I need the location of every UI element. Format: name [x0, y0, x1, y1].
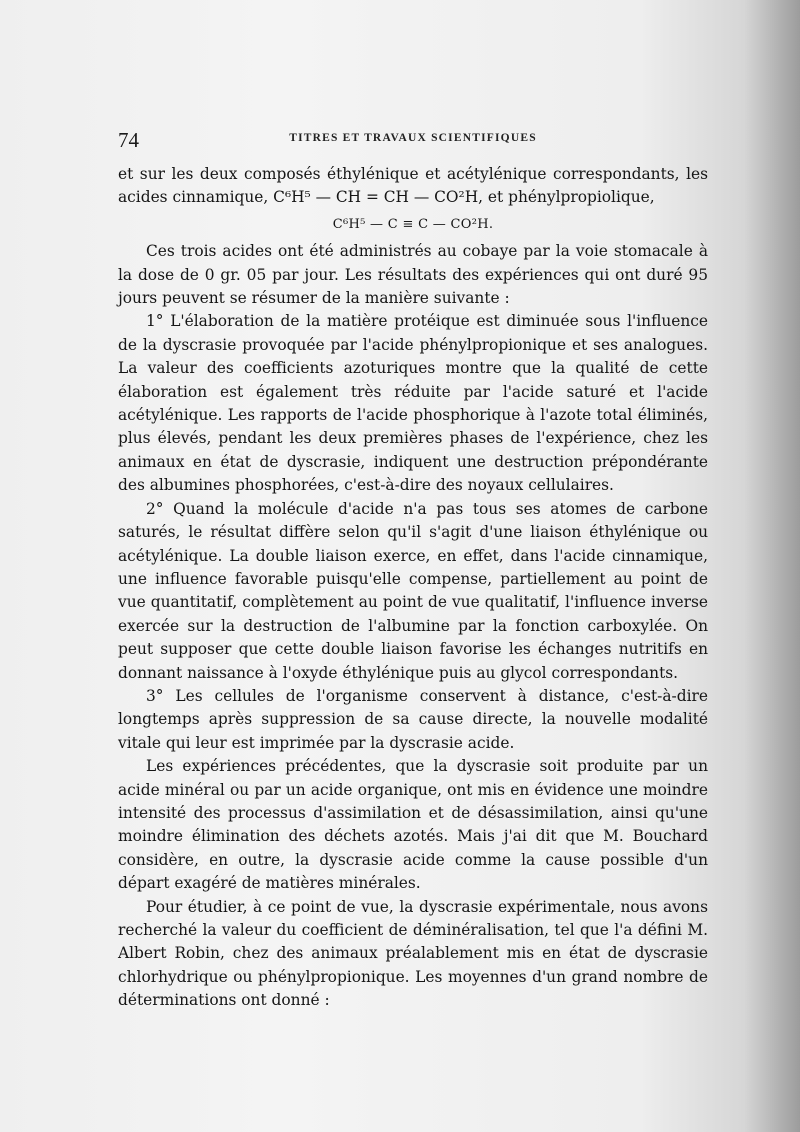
paragraph-1: et sur les deux composés éthylénique et acétylénique correspondants, les acides cinnamique, C⁶H⁵ — CH = CH — CO²H, et phénylpropiolique, [118, 165, 708, 207]
page-header [118, 128, 708, 150]
paragraph-4: 2° Quand la molécule d'acide n'a pas tous ses atomes de carbone saturés, le résultat diffère selon qu'il s'agit d'une liaison éthylénique ou acétylénique. La double liaison exerce, en effet, dans l'acide cinnamique, une influence favorable puisqu'elle compense, partiellement au point de vue quantitatif, complètement au point de vue qualitatif, l'influence inverse exercée sur la destruction de l'albumine par la fonction carboxylée. On peut supposer que cette double liaison favorise les échanges nutritifs en donnant naissance à l'oxyde éthylénique puis au glycol correspondants. [118, 499, 708, 682]
paragraph-7: Pour étudier, à ce point de vue, la dyscrasie expérimentale, nous avons recherché la valeur du coefficient de déminéralisation, tel que l'a défini M. Albert Robin, chez des animaux préalablement mis en état de dyscrasie chlorhydrique ou phénylpropionique. Les moyennes d'un grand nombre de déterminations ont donné : [118, 897, 708, 1010]
running-title: TITRES ET TRAVAUX SCIENTIFIQUES [289, 132, 537, 144]
body-text [118, 163, 708, 1013]
page-number: 74 [118, 128, 139, 152]
paragraph-5: 3° Les cellules de l'organisme conservent à distance, c'est-à-dire longtemps après suppression de sa cause directe, la nouvelle modalité vitale qui leur est imprimée par la dyscrasie acide. [118, 686, 708, 752]
chemical-formula: C⁶H⁵ — C ≡ C — CO²H. [332, 216, 494, 232]
paragraph-6: Les expériences précédentes, que la dyscrasie soit produite par un acide minéral ou par un acide organique, ont mis en évidence une moindre intensité des processus d'assimilation et de désassimilation, ainsi qu'une moindre élimination des déchets azotés. Mais j'ai dit que M. Bouchard considère, en outre, la dyscrasie acide comme la cause possible d'un départ exagéré de matières minérales. [118, 757, 708, 893]
paragraph-3: 1° L'élaboration de la matière protéique est diminuée sous l'influence de la dyscrasie provoquée par l'acide phénylpropionique et ses analogues. La valeur des coefficients azoturiques montre que la qualité de cette élaboration est également très réduite par l'acide saturé et l'acide acétylénique. Les rapports de l'acide phosphorique à l'azote total éliminés, plus élevés, pendant les deux premières phases de l'expérience, chez les animaux en état de dyscrasie, indiquent une destruction prépondérante des albumines phosphorées, c'est-à-dire des noyaux cellulaires. [118, 312, 708, 495]
paragraph-2: Ces trois acides ont été administrés au cobaye par la voie stomacale à la dose de 0 gr. 05 par jour. Les résultats des expériences qui ont duré 95 jours peuvent se résumer de la manière suivante : [118, 242, 708, 308]
